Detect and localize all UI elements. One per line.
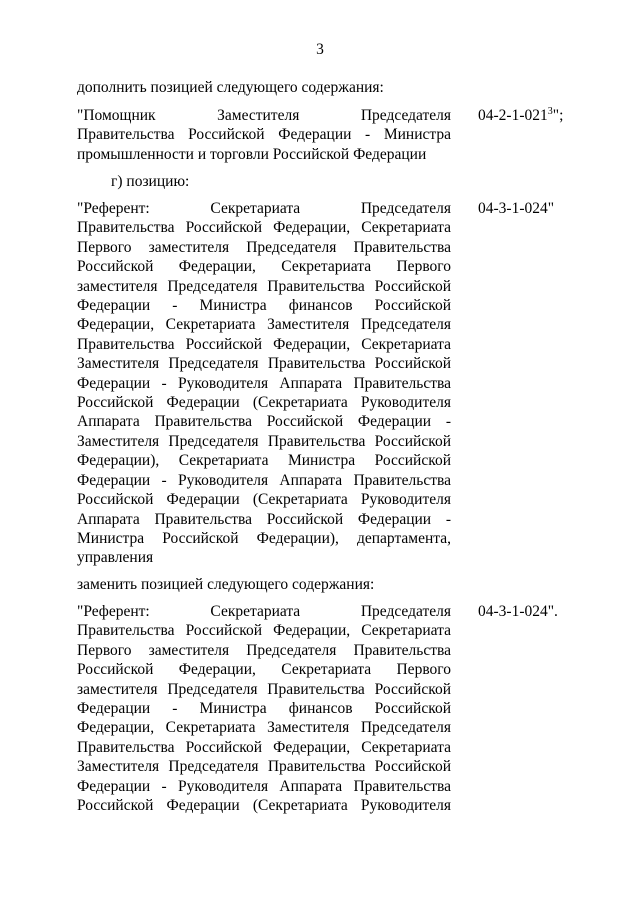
entry-line: Федерации), Секретариата Министра Российской [77,452,451,470]
entry-line: Правительства Российской Федерации, Секретариата [77,335,451,353]
entry-line: Заместителя Председателя Правительства Российской [77,355,451,373]
entry-line: Правительства Российской Федерации, Секретариата [77,622,451,640]
entry-line: Российской Федерации (Секретариата Руководителя [77,491,451,509]
entry-line: Федерации - Руководителя Аппарата Правительства [77,374,451,392]
entry-line: Заместителя Председателя Правительства Российской [77,432,451,450]
entry-line: Федерации, Секретариата Заместителя Председателя [77,316,451,334]
entry-line: Российской Федерации, Секретариата Первого [77,258,451,276]
entry-line: управления [77,549,154,567]
intro-add-position: дополнить позицией следующего содержания: [77,79,384,96]
entry-line: Российской Федерации (Секретариата Руководителя [77,394,451,412]
position-entry-text [77,106,451,164]
position-code: 04-3-1-024". [478,603,558,620]
entry-line: заместителя Председателя Правительства Российской [77,680,451,698]
entry-line: Первого заместителя Председателя Правительства [77,238,451,256]
entry-line: Федерации, Секретариата Заместителя Председателя [77,719,451,737]
entry-line: Российской Федерации, Секретариата Первого [77,661,451,679]
page-number: 3 [316,41,324,58]
entry-line: "Референт: Секретариата Председателя [77,200,451,217]
entry-line: Правительства Российской Федерации - Министра [77,126,451,144]
entry-line: Федерации - Министра финансов Российской [77,297,451,315]
position-entry-referent-old [77,199,572,568]
position-code: 04-3-1-024" [478,200,555,217]
position-entry-text [77,602,451,815]
entry-line: "Помощник Заместителя Председателя [77,107,451,124]
position-code-main: 04-2-1-021 [478,107,548,124]
position-code-suffix: "; [552,107,564,124]
entry-line: Аппарата Правительства Российской Федерации - [77,413,451,431]
entry-line: Первого заместителя Председателя Правительства [77,641,451,659]
entry-line: Заместителя Председателя Правительства Российской [77,758,451,776]
entry-line: "Референт: Секретариата Председателя [77,603,451,620]
entry-line: Аппарата Правительства Российской Федерации - [77,510,451,528]
position-entry-assistant [77,106,572,164]
entry-line: Федерации - Руководителя Аппарата Правительства [77,471,451,489]
position-entry-referent-new [77,602,572,815]
entry-line: Российской Федерации (Секретариата Руководителя [77,797,451,815]
entry-line: Правительства Российской Федерации, Секретариата [77,219,451,237]
entry-line: Правительства Российской Федерации, Секретариата [77,738,451,756]
item-g-heading: г) позицию: [111,173,190,190]
position-code [478,106,563,125]
position-entry-text [77,199,451,568]
position-code-superscript: 3 [547,106,553,117]
entry-line: Федерации - Руководителя Аппарата Правительства [77,777,451,795]
entry-line: Федерации - Министра финансов Российской [77,700,451,718]
entry-line: Министра Российской Федерации), департамента, [77,529,451,547]
entry-line: промышленности и торговли Российской Федерации [77,145,427,163]
entry-line: заместителя Председателя Правительства Российской [77,277,451,295]
intro-replace-position: заменить позицией следующего содержания: [77,576,375,593]
